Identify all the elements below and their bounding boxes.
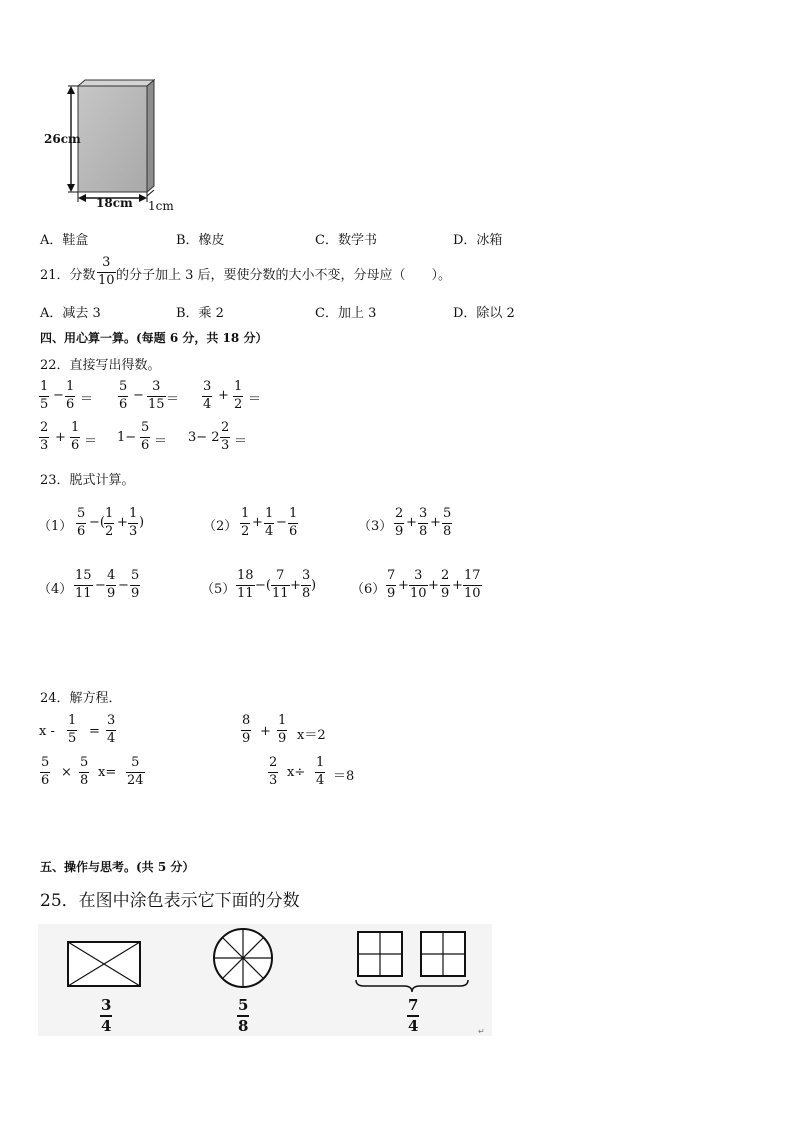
denominator: 4 xyxy=(265,524,274,539)
numerator: 5 xyxy=(119,379,128,394)
numerator: 1 xyxy=(105,506,114,521)
numerator: 3 xyxy=(419,506,428,521)
operator: + xyxy=(218,388,229,403)
numerator: 3 xyxy=(152,379,161,394)
numerator: 7 xyxy=(408,996,419,1014)
denominator: 9 xyxy=(387,586,396,601)
operator: + xyxy=(428,578,439,593)
numerator: 18 xyxy=(237,568,254,583)
denominator: 9 xyxy=(131,586,140,601)
denominator: 6 xyxy=(119,397,128,412)
numerator: 5 xyxy=(80,755,89,770)
denominator: 6 xyxy=(289,524,298,539)
equals-sign: ＝ xyxy=(234,434,248,449)
denominator: 3 xyxy=(129,524,138,539)
numerator: 4 xyxy=(107,568,116,583)
numerator: 1 xyxy=(241,506,250,521)
q20-option-a: A．鞋盒 xyxy=(40,233,89,248)
q20-option-d: D．冰箱 xyxy=(453,233,503,248)
q20-option-b: B．橡皮 xyxy=(176,233,225,248)
denominator: 4 xyxy=(408,1017,419,1035)
numerator: 1 xyxy=(40,379,49,394)
problem-label: （6） xyxy=(351,582,386,597)
numerator: 1 xyxy=(234,379,243,394)
numerator: 2 xyxy=(40,420,49,435)
numerator: 3 xyxy=(414,568,423,583)
numerator: 17 xyxy=(464,568,481,583)
q20-option-c: C．数学书 xyxy=(315,233,377,248)
denominator: 5 xyxy=(40,397,49,412)
circle-eighths-shape xyxy=(214,929,272,987)
numerator: 2 xyxy=(395,506,404,521)
denominator: 3 xyxy=(40,438,49,453)
numerator: 3 xyxy=(203,379,212,394)
problem-label: （1） xyxy=(38,519,73,534)
denominator: 11 xyxy=(272,586,289,601)
numerator: 3 xyxy=(107,713,116,728)
operator: + xyxy=(252,515,263,530)
operator: × xyxy=(61,765,72,780)
numerator: 3 xyxy=(302,568,311,583)
denominator: 9 xyxy=(278,731,287,746)
denominator: 15 xyxy=(148,397,165,412)
numerator: 5 xyxy=(141,420,150,435)
q21-prefix: 21．分数 xyxy=(40,268,96,283)
denominator: 5 xyxy=(68,731,77,746)
width-label: 18cm xyxy=(96,196,133,210)
operator: − xyxy=(276,515,287,530)
q25-title: 25．在图中涂色表示它下面的分数 xyxy=(40,891,300,911)
equals-sign: ＝ xyxy=(154,434,168,449)
q24-title: 24．解方程． xyxy=(40,691,122,706)
numerator: 1 xyxy=(289,506,298,521)
numerator: 5 xyxy=(77,506,86,521)
numerator: 7 xyxy=(387,568,396,583)
denominator: 10 xyxy=(98,273,115,288)
denominator: 8 xyxy=(238,1017,249,1035)
numerator: 7 xyxy=(276,568,285,583)
operator: − xyxy=(118,578,129,593)
numerator: 1 xyxy=(66,379,75,394)
q25-fraction-squares xyxy=(407,997,419,1034)
operator: + xyxy=(117,515,128,530)
denominator: 9 xyxy=(441,586,450,601)
operator: − xyxy=(95,578,106,593)
lead-term: 3− 2 xyxy=(188,430,220,445)
problem-label: （5） xyxy=(201,582,236,597)
operator: + xyxy=(55,430,66,445)
q21-suffix: 的分子加上 3 后，要使分数的大小不变，分母应（ ）。 xyxy=(116,268,452,283)
operator: − xyxy=(53,388,64,403)
denominator: 9 xyxy=(395,524,404,539)
lead-term: x - xyxy=(39,724,55,739)
denominator: 4 xyxy=(107,731,116,746)
operator: + xyxy=(406,515,417,530)
section5-title: 五、操作与思考。(共 5 分） xyxy=(40,860,195,874)
numerator: 1 xyxy=(68,713,77,728)
equation-tail: x＝2 xyxy=(297,728,326,743)
numerator: 5 xyxy=(131,568,140,583)
denominator: 9 xyxy=(242,731,251,746)
q21-option-c: C．加上 3 xyxy=(315,306,377,321)
q25-fraction-rect xyxy=(100,997,112,1034)
numerator: 1 xyxy=(278,713,287,728)
operator: + xyxy=(430,515,441,530)
denominator: 10 xyxy=(464,586,481,601)
rectangle-quarters-shape xyxy=(68,942,140,986)
q25-fraction-circle xyxy=(237,997,249,1034)
numerator: 5 xyxy=(443,506,452,521)
denominator: 10 xyxy=(410,586,427,601)
denominator: 2 xyxy=(234,397,243,412)
denominator: 6 xyxy=(141,438,150,453)
equals-sign: = xyxy=(89,724,100,739)
problem-label: （3） xyxy=(358,519,393,534)
denominator: 2 xyxy=(105,524,114,539)
operator: + xyxy=(452,578,463,593)
operator: + xyxy=(260,724,271,739)
denominator: 9 xyxy=(107,586,116,601)
svg-text:↵: ↵ xyxy=(478,1027,485,1036)
denominator: 24 xyxy=(127,773,144,788)
numerator: 1 xyxy=(265,506,274,521)
denominator: 4 xyxy=(101,1017,112,1035)
denominator: 8 xyxy=(80,773,89,788)
depth-label: 1cm xyxy=(148,199,174,213)
lead-term: 1− xyxy=(117,430,137,445)
numerator: 2 xyxy=(441,568,450,583)
numerator: 8 xyxy=(242,713,251,728)
q23-title: 23．脱式计算。 xyxy=(40,473,135,488)
denominator: 8 xyxy=(443,524,452,539)
denominator: 4 xyxy=(203,397,212,412)
numerator: 3 xyxy=(101,996,112,1014)
numerator: 5 xyxy=(238,996,249,1014)
denominator: 6 xyxy=(77,524,86,539)
operator: −( xyxy=(89,515,105,530)
numerator: 2 xyxy=(221,420,230,435)
denominator: 11 xyxy=(75,586,92,601)
equals-sign: ＝ xyxy=(248,392,262,407)
numerator: 5 xyxy=(41,755,50,770)
operator: x÷ xyxy=(287,765,306,780)
numerator: 5 xyxy=(131,755,140,770)
denominator: 3 xyxy=(221,438,230,453)
numerator: 2 xyxy=(269,755,278,770)
section4-title: 四、用心算一算。(每题 6 分，共 18 分） xyxy=(40,331,268,345)
numerator: 1 xyxy=(316,755,325,770)
numerator: 1 xyxy=(71,420,80,435)
q21-option-b: B．乘 2 xyxy=(176,306,224,321)
problem-label: （4） xyxy=(38,582,73,597)
denominator: 6 xyxy=(71,438,80,453)
q21-option-d: D．除以 2 xyxy=(453,306,515,321)
problem-label: （2） xyxy=(203,519,238,534)
numerator: 3 xyxy=(102,255,111,270)
operator: ) xyxy=(311,578,317,593)
numerator: 1 xyxy=(129,506,138,521)
denominator: 6 xyxy=(66,397,75,412)
equals-sign: ＝ xyxy=(84,434,98,449)
operator: ) xyxy=(139,515,145,530)
operator: + xyxy=(398,578,409,593)
equals-sign: ＝ xyxy=(166,392,180,407)
denominator: 4 xyxy=(316,773,325,788)
q22-title: 22．直接写出得数。 xyxy=(40,358,161,373)
denominator: 11 xyxy=(237,586,254,601)
operator: −( xyxy=(255,578,271,593)
equation-tail: ＝8 xyxy=(333,769,355,784)
denominator: 2 xyxy=(241,524,250,539)
q21-option-a: A．减去 3 xyxy=(40,306,101,321)
numerator: 15 xyxy=(75,568,92,583)
height-label: 26cm xyxy=(44,132,81,146)
q21-fraction xyxy=(97,256,116,288)
denominator: 8 xyxy=(419,524,428,539)
operator: + xyxy=(290,578,301,593)
denominator: 6 xyxy=(41,773,50,788)
operator: − xyxy=(133,388,144,403)
denominator: 8 xyxy=(302,586,311,601)
equals-sign: ＝ xyxy=(80,392,94,407)
equation-x-equals: x= xyxy=(98,765,117,780)
denominator: 3 xyxy=(269,773,278,788)
